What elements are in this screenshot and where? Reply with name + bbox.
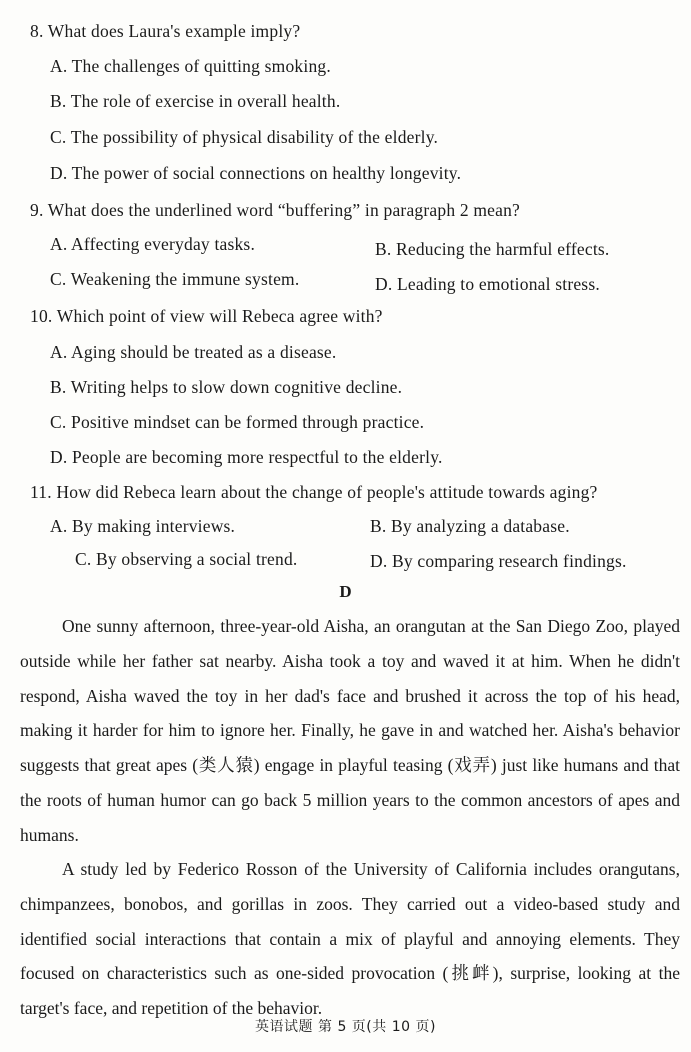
question-11-stem: 11. How did Rebeca learn about the change of people's attitude towards aging? — [30, 482, 598, 502]
question-10-stem: 10. Which point of view will Rebeca agree with? — [30, 306, 383, 326]
question-11-option-a: A. By making interviews. — [50, 516, 236, 536]
question-8-stem: 8. What does Laura's example imply? — [30, 21, 301, 41]
question-8-option-b: B. The role of exercise in overall health. — [50, 91, 341, 111]
question-10-option-b: B. Writing helps to slow down cognitive decline. — [50, 377, 403, 397]
question-10-option-d: D. People are becoming more respectful to the elderly. — [50, 447, 443, 467]
question-9-option-d: D. Leading to emotional stress. — [375, 274, 600, 294]
passage-paragraph-2-text: A study led by Federico Rosson of the University of California includes orangutans, chimpanzees, bonobos, and gorillas in zoos. They carried out a video-based study and identified social interactions that contain a mix of playful and annoying elements. They focused on characteristics such as one-sided provocation (挑衅), surprise, looking at the target's face, and repetition of the behavior. — [20, 859, 680, 1019]
passage-paragraph-2 — [20, 852, 680, 1026]
section-heading: D — [339, 582, 352, 601]
question-9-option-a: A. Affecting everyday tasks. — [50, 234, 256, 254]
page-footer: 英语试题 第 5 页(共 10 页) — [255, 1019, 436, 1035]
question-10-option-c: C. Positive mindset can be formed through practice. — [50, 412, 425, 432]
question-10-option-a: A. Aging should be treated as a disease. — [50, 342, 337, 362]
question-9-stem: 9. What does the underlined word “buffering” in paragraph 2 mean? — [30, 200, 521, 220]
question-9-option-c: C. Weakening the immune system. — [50, 269, 300, 289]
question-9-option-b: B. Reducing the harmful effects. — [375, 239, 610, 259]
question-11-option-b: B. By analyzing a database. — [370, 516, 570, 536]
question-11-option-c: C. By observing a social trend. — [75, 549, 298, 569]
passage-paragraph-1 — [20, 609, 680, 853]
question-8-option-a: A. The challenges of quitting smoking. — [50, 56, 331, 76]
passage-paragraph-1-text: One sunny afternoon, three-year-old Aisha, an orangutan at the San Diego Zoo, played outside while her father sat nearby. Aisha took a toy and waved it at him. When he didn't respond, Aisha waved the toy in her dad's face and brushed it across the top of his head, making it harder for him to ignore her. Finally, he gave in and watched her. Aisha's behavior suggests that great apes (类人猿) engage in playful teasing (戏弄) just like humans and that the roots of human humor can go back 5 million years to the common ancestors of apes and humans. — [20, 616, 680, 845]
question-8-option-c: C. The possibility of physical disability of the elderly. — [50, 127, 439, 147]
question-8-option-d: D. The power of social connections on healthy longevity. — [50, 163, 462, 183]
question-11-option-d: D. By comparing research findings. — [370, 551, 627, 571]
